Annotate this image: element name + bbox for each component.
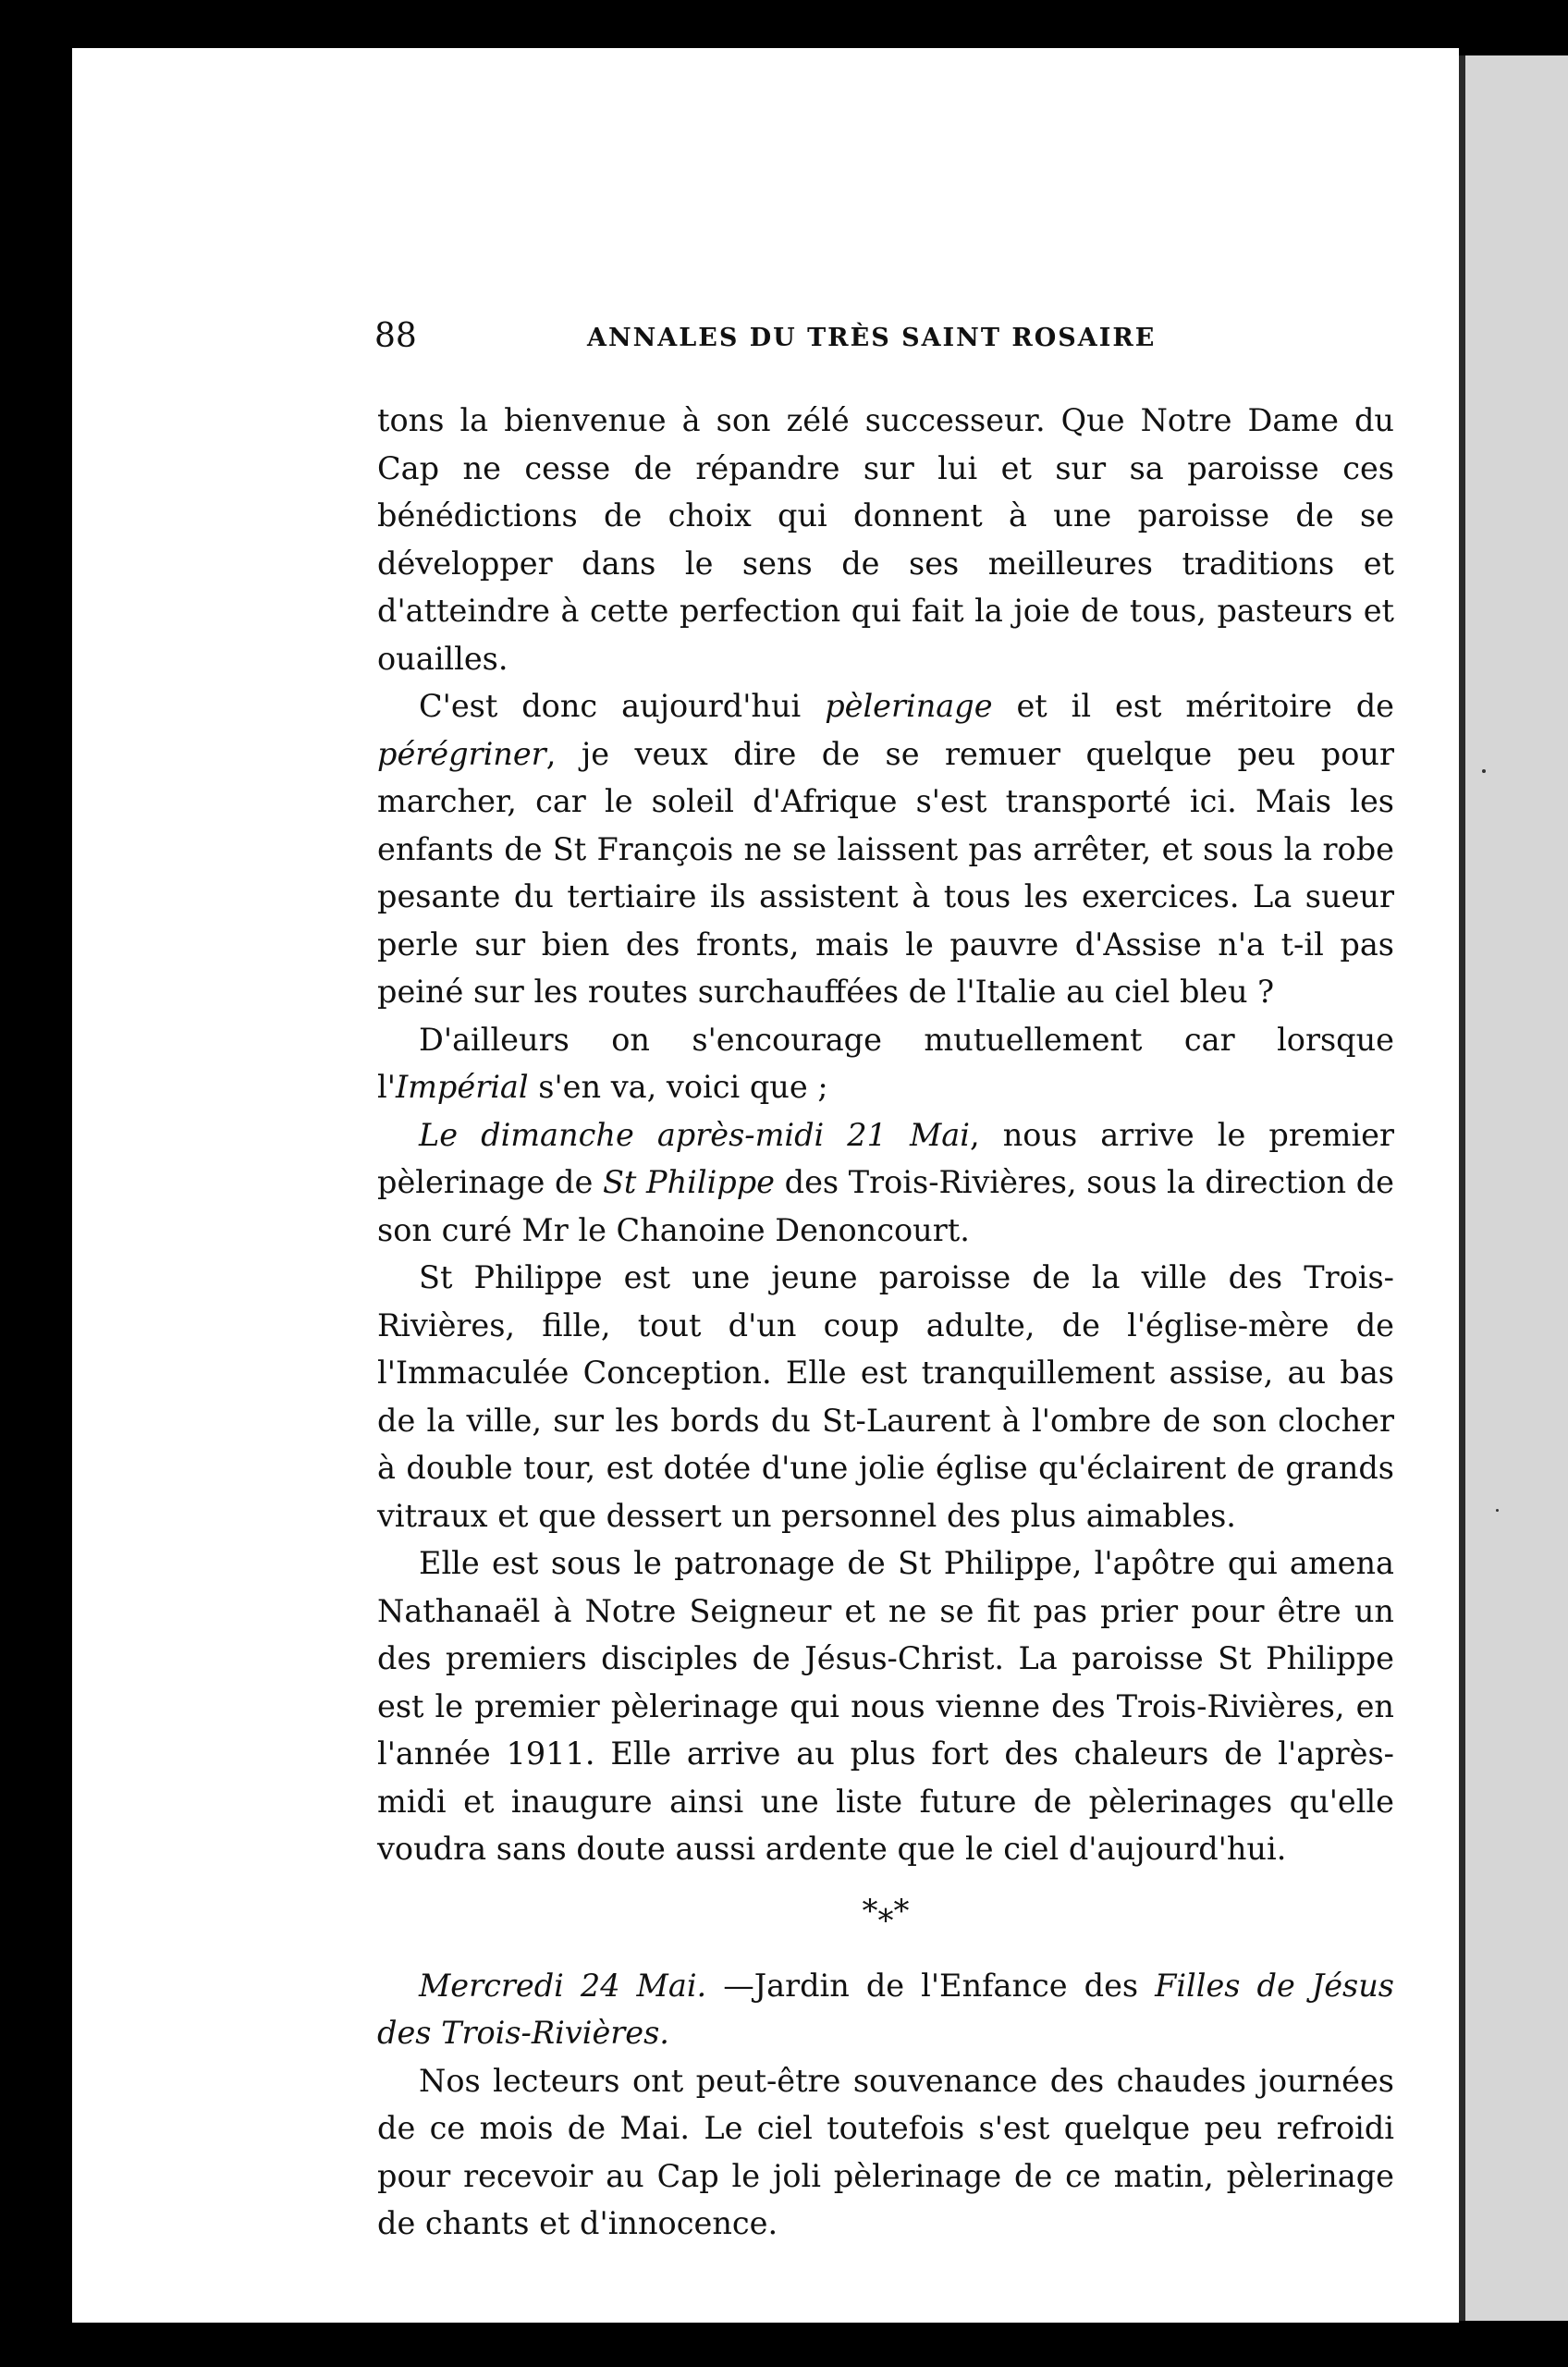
italic-run: St Philippe — [602, 1164, 775, 1200]
scan-speck — [1482, 769, 1486, 773]
asterism-glyph: *⁎* — [862, 1892, 910, 1930]
text-run: , nous arrive le premier pèlerinage de — [377, 1116, 1394, 1200]
paragraph-3 — [377, 1016, 1394, 1111]
adjacent-page-edge — [1465, 55, 1568, 2321]
paragraph-4 — [377, 1111, 1394, 1255]
scan-speck — [1496, 1509, 1499, 1512]
text-run: s'en va, voici que ; — [528, 1069, 828, 1105]
running-title: ANNALES DU TRÈS SAINT ROSAIRE — [587, 324, 1157, 352]
running-header — [374, 318, 1396, 355]
text-run: des Trois-Rivières, sous la direction de son curé Mr le Chanoine Denoncourt. — [377, 1164, 1395, 1248]
paragraph-1: tons la bienvenue à son zélé successeur. Que Notre Dame du Cap ne cesse de répandre sur lui et sur sa paroisse ces bénédictions de choix qui donnent à une paroisse de se développer dans le sens de ses meilleures traditions et d'atteindre à cette perfection qui fait la joie de tous, pasteurs et ouailles. — [377, 402, 1394, 677]
italic-run: pérégriner — [377, 735, 546, 772]
text-run: C'est donc aujourd'hui — [419, 688, 826, 724]
text-run: et il est méritoire de — [992, 688, 1394, 724]
italic-run: Le dimanche après-midi 21 Mai — [419, 1116, 970, 1153]
paragraph-2 — [377, 682, 1394, 1016]
text-run: —Jardin de l'Enfance des — [706, 1967, 1156, 2004]
italic-run: Filles de Jésus des Trois-Rivières. — [377, 1967, 1394, 2051]
italic-run: pèlerinage — [825, 688, 993, 724]
body-text — [377, 397, 1394, 2248]
paragraph-7 — [377, 1962, 1394, 2057]
book-page — [72, 48, 1459, 2323]
section-asterism — [377, 1873, 1394, 1962]
text-run: , je veux dire de se remuer quelque peu pour marcher, car le soleil d'Afrique s'est transporté ici. Mais les enfants de St François ne se laissent pas arrêter, et sous la robe pesante du tertiaire ils assistent à tous les exercices. La sueur perle sur bien des fronts, mais le pauvre d'Assise n'a t-il pas peiné sur les routes surchauffées de l'Italie au ciel bleu ? — [377, 735, 1394, 1010]
page-number: 88 — [374, 317, 417, 355]
paragraph-6: Elle est sous le patronage de St Philippe, l'apôtre qui amena Nathanaël à Notre Seigneur et ne se fit pas prier pour être un des premiers disciples de Jésus-Christ. La paroisse St Philippe est le premier pèlerinage qui nous vienne des Trois-Rivières, en l'année 1911. Elle arrive au plus fort des chaleurs de l'après-midi et inaugure ainsi une liste future de pèlerinages qu'elle voudra sans doute aussi ardente que le ciel d'aujourd'hui. — [377, 1545, 1394, 1867]
text-run: D'ailleurs on s'encourage mutuellement car lorsque l' — [377, 1021, 1394, 1105]
italic-run: Impérial — [395, 1069, 529, 1105]
paragraph-8: Nos lecteurs ont peut-être souvenance des chaudes journées de ce mois de Mai. Le ciel toutefois s'est quelque peu refroidi pour recevoir au Cap le joli pèlerinage de ce matin, pèlerinage de chants et d'innocence. — [377, 2062, 1394, 2241]
italic-run: Mercredi 24 Mai. — [419, 1967, 707, 2004]
paragraph-5: St Philippe est une jeune paroisse de la ville des Trois-Rivières, fille, tout d'un coup adulte, de l'église-mère de l'Immaculée Conception. Elle est tranquillement assise, au bas de la ville, sur les bords du St-Laurent à l'ombre de son clocher à double tour, est dotée d'une jolie église qu'éclairent de grands vitraux et que dessert un personnel des plus aimables. — [377, 1259, 1394, 1534]
